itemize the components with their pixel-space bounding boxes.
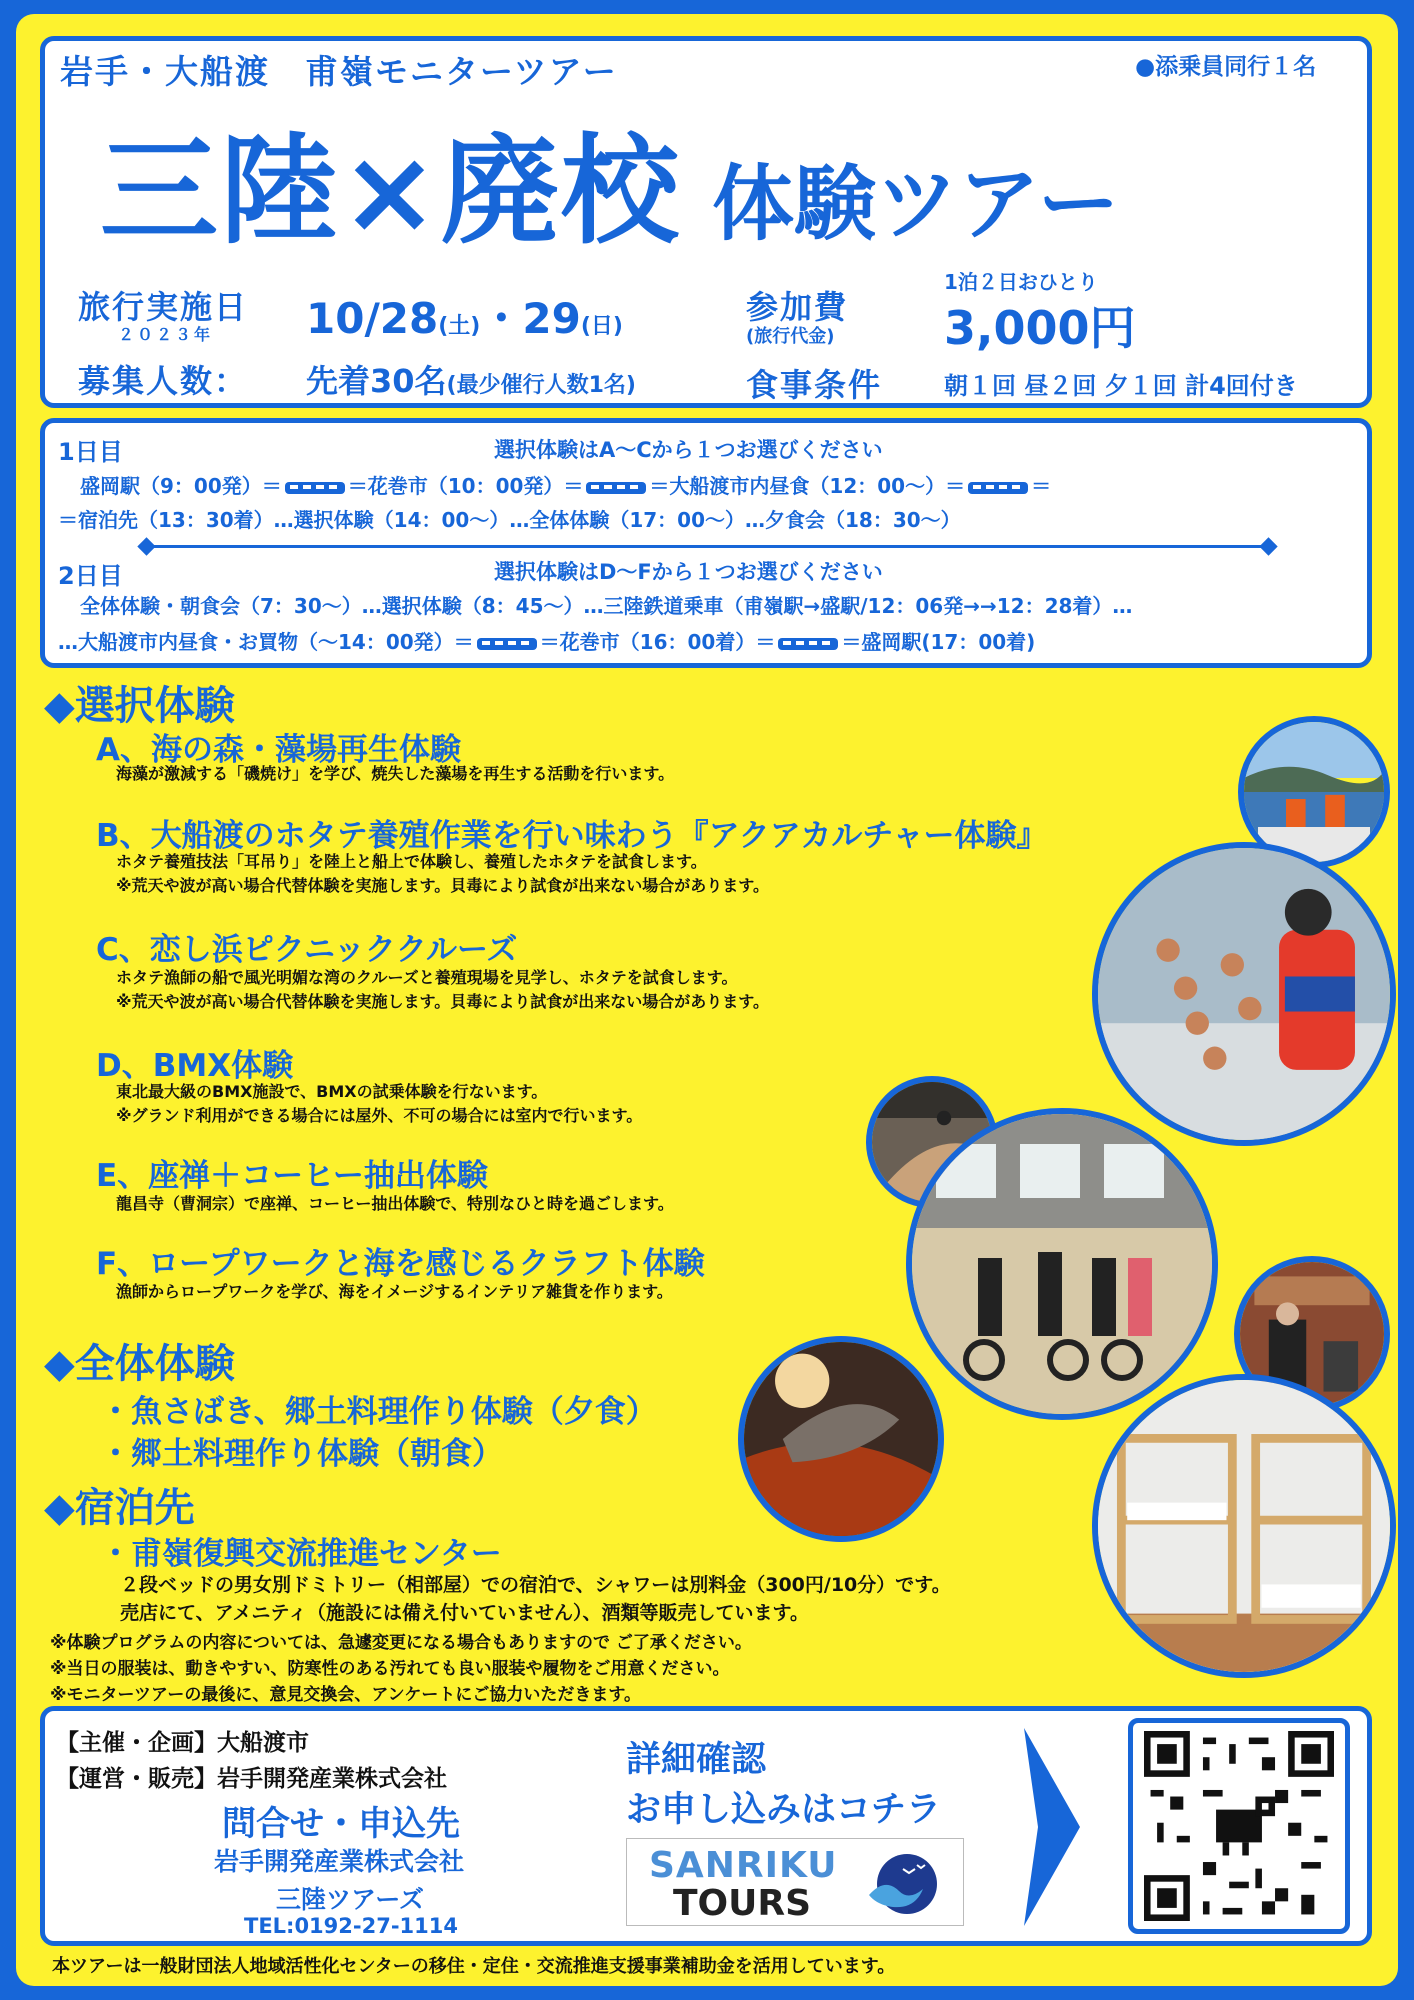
date-year: ２０２３年 <box>118 325 214 344</box>
page-title <box>100 96 1120 266</box>
capacity-note: (最少催行人数1名) <box>446 373 636 398</box>
title-sub: 体験ツアー <box>711 157 1120 252</box>
capacity <box>306 356 636 402</box>
logo-text-bottom: TOURS <box>673 1883 812 1924</box>
note-1: ※体験プログラムの内容については、急遽変更になる場合もありますので ご了承ください。 <box>50 1633 752 1653</box>
option-c-title: C、恋し浜ピクニッククルーズ <box>96 932 518 968</box>
organizer: 【主催・企画】大船渡市 <box>56 1730 309 1756</box>
subsidy-note: 本ツアーは一般財団法人地域活性化センターの移住・定住・交流推進支援事業補助金を活用しています。 <box>52 1956 896 1977</box>
details-label: 詳細確認 <box>626 1740 767 1780</box>
option-c-warning: ※荒天や波が高い場合代替体験を実施します。貝毒により試食が出来ない場合があります。 <box>116 992 769 1011</box>
day1-line1 <box>80 470 1051 499</box>
note-2: ※当日の服装は、動きやすい、防寒性のある汚れても良い服装や履物をご用意ください。 <box>50 1659 730 1679</box>
all-activity-item-1: ・魚さばき、郷土料理作り体験（夕食） <box>100 1394 657 1430</box>
day2-line2 <box>58 626 1035 655</box>
title-main: 三陸×廃校 <box>100 122 681 260</box>
option-c-desc: ホタテ漁師の船で風光明媚な湾のクルーズと養殖現場を見学し、ホタテを試食します。 <box>116 968 738 987</box>
photo-cooking <box>738 1336 944 1542</box>
photo-dormitory <box>1092 1374 1396 1678</box>
day2-seg3: ＝盛岡駅(17：00着) <box>841 630 1036 654</box>
lodging-desc-2: 売店にて、アメニティ（施設には備え付いていません）、酒類等販売しています。 <box>120 1602 809 1624</box>
contact-brand: 三陸ツアーズ <box>276 1885 425 1914</box>
qr-code-image <box>1144 1731 1334 1921</box>
scallop-photo-image <box>1098 848 1390 1140</box>
day1-seg4: ＝ <box>1031 474 1052 498</box>
contact-heading: 問合せ・申込先 <box>222 1804 460 1844</box>
cooking-photo-image <box>744 1342 938 1536</box>
contact-tel: TEL:0192-27-1114 <box>244 1914 458 1938</box>
escort-note: ●添乗員同行１名 <box>1135 54 1317 80</box>
fee-value: 3,000円 <box>944 301 1136 355</box>
lodging-desc-1: ２段ベッドの男女別ドミトリー（相部屋）での宿泊で、シャワーは別料金（300円/10分）です。 <box>120 1574 951 1596</box>
fee-sub: (旅行代金) <box>746 326 835 347</box>
day1-note: 選択体験はA～Cから１つお選びください <box>494 438 883 462</box>
lodging-name: ・甫嶺復興交流推進センター <box>100 1536 502 1572</box>
bmx-gym-image <box>912 1114 1212 1414</box>
option-b-warning: ※荒天や波が高い場合代替体験を実施します。貝毒により試食が出来ない場合があります。 <box>116 876 769 895</box>
fee-note: 1泊２日おひとり <box>944 270 1098 294</box>
capacity-label: 募集人数： <box>78 362 249 400</box>
day1-seg2: ＝花巻市（10：00発）＝ <box>347 474 584 498</box>
train-icon <box>476 636 538 652</box>
options-heading: ◆選択体験 <box>44 683 235 729</box>
meal-value: 朝１回 昼２回 夕１回 計4回付き <box>944 372 1298 400</box>
day-divider <box>146 545 1270 548</box>
lodging-heading: ◆宿泊先 <box>44 1485 195 1531</box>
meal-label: 食事条件 <box>746 366 883 404</box>
day2-seg1: …大船渡市内昼食・お買物（～14：00発）＝ <box>58 630 474 654</box>
day2-seg2: ＝花巻市（16：00着）＝ <box>539 630 776 654</box>
day2-note: 選択体験はD～Fから１つお選びください <box>494 560 883 584</box>
day1-seg1: 盛岡駅（9：00発）＝ <box>80 474 282 498</box>
wave-logo-icon <box>863 1849 945 1919</box>
all-activity-heading: ◆全体体験 <box>44 1341 235 1387</box>
option-a-desc: 海藻が激減する「磯焼け」を学び、焼失した藻場を再生する活動を行います。 <box>116 764 675 783</box>
option-d-desc: 東北最大級のBMX施設で、BMXの試乗体験を行ないます。 <box>116 1082 548 1101</box>
day1-seg3: ＝大船渡市内昼食（12：00～）＝ <box>649 474 966 498</box>
capacity-value: 先着30名 <box>306 362 447 400</box>
operator: 【運営・販売】岩手開発産業株式会社 <box>56 1766 447 1792</box>
fee-label: 参加費 <box>746 288 849 326</box>
qr-code[interactable] <box>1128 1718 1350 1934</box>
train-icon <box>777 636 839 652</box>
all-activity-item-2: ・郷土料理作り体験（朝食） <box>100 1436 503 1472</box>
boat-photo-image <box>1244 722 1384 862</box>
apply-label[interactable]: お申し込みはコチラ <box>626 1790 942 1830</box>
photo-bmx-gym <box>906 1108 1218 1420</box>
day1-line2: ＝宿泊先（13：30着）…選択体験（14：00～）…全体体験（17：00～）…夕食会（18：30～） <box>58 508 961 532</box>
option-e-title: E、座禅＋コーヒー抽出体験 <box>96 1158 488 1194</box>
tour-dates <box>306 286 623 346</box>
option-b-title: B、大船渡のホタテ養殖作業を行い味わう『アクアカルチャー体験』 <box>96 818 1048 854</box>
date-a: 10/28 <box>306 294 439 343</box>
option-b-desc: ホタテ養殖技法「耳吊り」を陸上と船上で体験し、養殖したホタテを試食します。 <box>116 852 707 871</box>
day2-line1: 全体体験・朝食会（7：30～）…選択体験（8：45～）…三陸鉄道乗車（甫嶺駅→盛駅/12：06発→→12：28着）… <box>80 594 1133 618</box>
option-e-desc: 龍昌寺（曹洞宗）で座禅、コーヒー抽出体験で、特別なひと時を過ごします。 <box>116 1194 674 1213</box>
option-d-title: D、BMX体験 <box>96 1048 294 1084</box>
tour-subtitle: 岩手・大船渡 甫嶺モニターツアー <box>60 52 618 91</box>
date-b-dow: (日) <box>580 314 623 339</box>
contact-company: 岩手開発産業株式会社 <box>214 1847 465 1876</box>
option-f-desc: 漁師からロープワークを学び、海をイメージするインテリア雑貨を作ります。 <box>116 1282 673 1301</box>
day2-label: 2日目 <box>58 562 123 590</box>
train-icon <box>284 480 346 496</box>
day1-label: 1日目 <box>58 438 123 466</box>
option-a-title: A、海の森・藻場再生体験 <box>96 732 461 768</box>
logo-text-top: SANRIKU <box>649 1845 838 1886</box>
train-icon <box>967 480 1029 496</box>
option-f-title: F、ロープワークと海を感じるクラフト体験 <box>96 1246 705 1282</box>
date-label: 旅行実施日 <box>78 288 249 326</box>
option-d-warning: ※グランド利用ができる場合には屋外、不可の場合には室内で行います。 <box>116 1106 643 1125</box>
photo-scallop <box>1092 842 1396 1146</box>
arrow-right-icon <box>1020 1724 1084 1930</box>
date-b: ・29 <box>480 294 581 343</box>
date-a-dow: (土) <box>438 314 481 339</box>
sanriku-tours-logo[interactable] <box>626 1838 964 1926</box>
train-icon <box>585 480 647 496</box>
note-3: ※モニターツアーの最後に、意見交換会、アンケートにご協力いただきます。 <box>50 1685 641 1705</box>
dormitory-photo-image <box>1098 1380 1390 1672</box>
